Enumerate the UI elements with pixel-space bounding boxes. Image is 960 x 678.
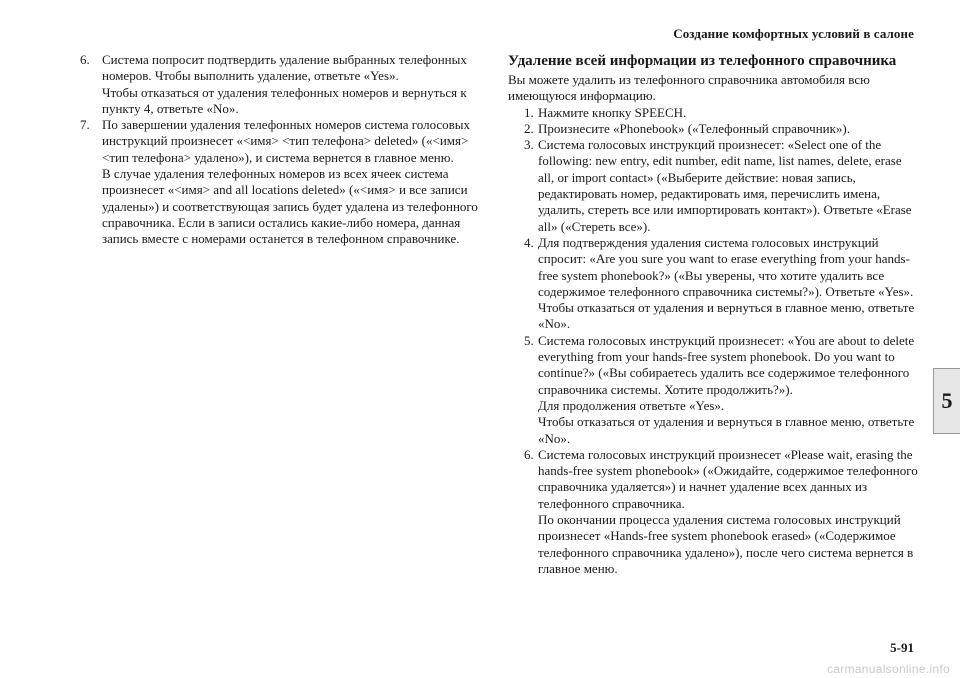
item-paragraph: Для продолжения ответьте «Yes». xyxy=(538,397,725,413)
item-paragraph: Чтобы отказаться от удаления и вернуться в главное меню, ответьте «No». xyxy=(538,300,915,332)
left-column xyxy=(80,52,485,248)
item-paragraph: Система голосовых инструкций произнесет: «Select one of the following: new entry, edit number, edit name, list names, delete, erase all, or import contact» («Выберите действие: новая запись, редактировать номер, редактировать имя, перечислить имена, удалить, стереть все или импортировать контакт»). Ответьте «Erase all» («Стереть все»). xyxy=(538,137,912,234)
item-number: 6. xyxy=(80,52,90,67)
list-item xyxy=(508,137,918,235)
list-item xyxy=(508,105,918,121)
item-number: 6. xyxy=(524,446,534,462)
item-paragraph: Система голосовых инструкций произнесет: «You are about to delete everything from your hands-free system phonebook. Do you want to continue?» («Вы собираетесь удалить все содержимое телефонного справочника системы. Хотите продолжить?»). xyxy=(538,332,915,397)
watermark: carmanualsonline.info xyxy=(826,662,950,676)
item-paragraph: Для подтверждения удаления система голосовых инструкций спросит: «Are you sure you want to erase everything from your hands-free system phonebook?» («Вы уверены, что хотите удалить все содержимое телефонного справочника системы?»). Ответьте «Yes». xyxy=(538,234,914,299)
page-number: 5-91 xyxy=(890,640,914,655)
right-column xyxy=(508,52,918,577)
item-number: 4. xyxy=(524,234,534,250)
section-title: Удаление всей информации из телефонного справочника xyxy=(508,53,897,69)
item-paragraph: Чтобы отказаться от удаления и вернуться в главное меню, ответьте «No». xyxy=(538,414,915,446)
item-number: 5. xyxy=(524,332,534,348)
item-number: 1. xyxy=(524,104,534,120)
item-paragraph: По окончании процесса удаления система голосовых инструкций произнесет «Hands-free system phonebook erased» («Содержимое телефонного справочника удалено»), после чего система вернется в главное меню. xyxy=(538,512,914,576)
running-header: Создание комфортных условий в салоне xyxy=(673,26,914,41)
item-paragraph: По завершении удаления телефонных номеров система голосовых инструкций произнесет «<имя> <тип телефона> deleted» («<имя> <тип телефона> удалено»), и система вернется в главное меню. xyxy=(102,117,471,165)
list-item xyxy=(508,333,918,447)
list-item xyxy=(508,121,918,137)
list-item xyxy=(508,235,918,333)
item-number: 2. xyxy=(524,120,534,136)
item-paragraph: Нажмите кнопку SPEECH. xyxy=(538,104,687,120)
item-paragraph: Произнесите «Phonebook» («Телефонный справочник»). xyxy=(538,120,851,136)
section-intro: Вы можете удалить из телефонного справочника автомобиля всю имеющуюся информацию. xyxy=(508,72,870,104)
item-paragraph: Система попросит подтвердить удаление выбранных телефонных номеров. Чтобы выполнить удаление, ответьте «Yes». xyxy=(102,52,467,84)
chapter-tab: 5 xyxy=(933,368,960,434)
item-number: 7. xyxy=(80,117,90,133)
list-item xyxy=(508,447,918,577)
item-paragraph: В случае удаления телефонных номеров из всех ячеек система произнесет «<имя> and all locations deleted» («<имя> и все записи удалены») и соответствующая запись будет удалена из телефонного справочника. Если в записи остались какие-либо номера, данная запись вместе с номерами останется в телефонном справочнике. xyxy=(102,166,478,247)
item-number: 3. xyxy=(524,137,534,153)
steps-list xyxy=(508,105,918,578)
item-paragraph: Система голосовых инструкций произнесет «Please wait, erasing the hands-free system phonebook» («Ожидайте, содержимое телефонного справочника удаляется») и начнет удаление всех данных из телефонного справочника. xyxy=(538,446,918,511)
list-item xyxy=(80,117,485,247)
item-paragraph: Чтобы отказаться от удаления телефонных номеров и вернуться к пункту 4, ответьте «No». xyxy=(102,84,467,116)
list-item xyxy=(80,52,485,117)
